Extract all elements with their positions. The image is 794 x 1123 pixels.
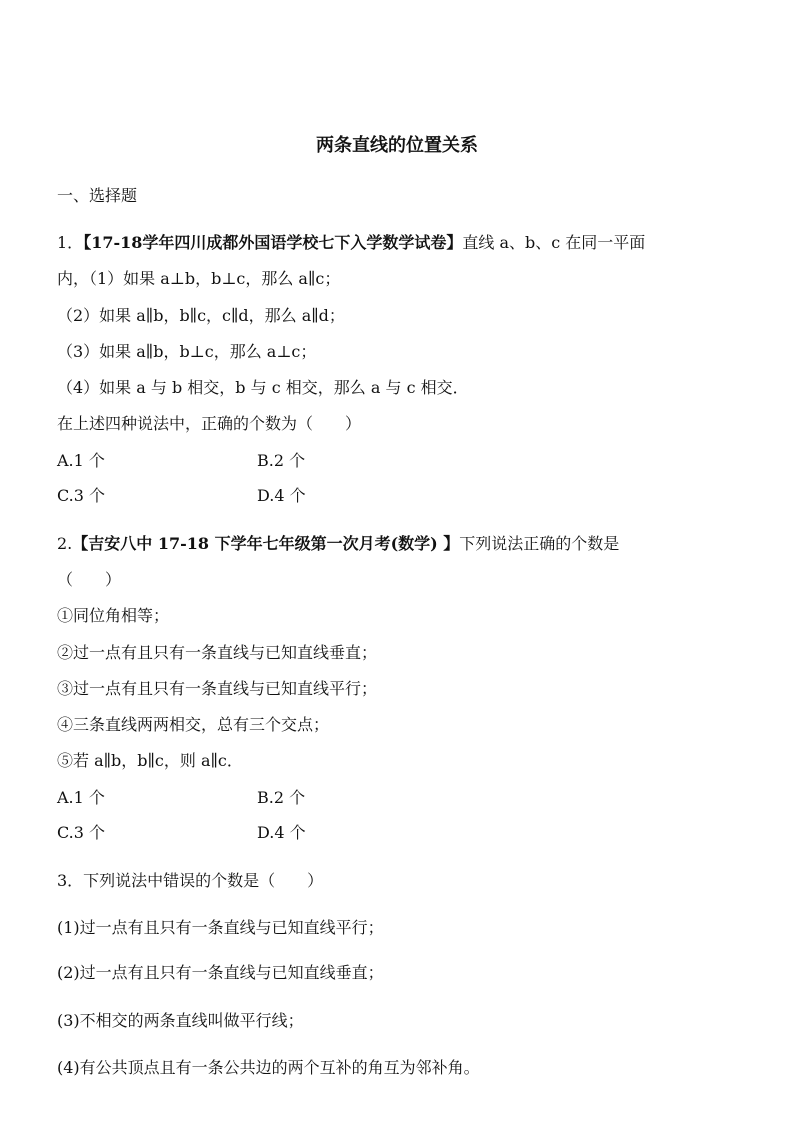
q1-number: 1．	[57, 233, 84, 252]
q1-first-line	[57, 232, 645, 254]
q2-options-row-2	[57, 822, 306, 844]
q1-option-b: B.2 个	[257, 451, 306, 470]
q3-item-1: (1)过一点有且只有一条直线与已知直线平行；	[57, 918, 384, 937]
q1-source: 【17-18学年四川成都外国语学校七下入学数学试卷】	[83, 233, 463, 252]
q1-option-c: C.3 个	[57, 486, 106, 505]
q2-number: 2.	[57, 534, 73, 553]
q1-stem: 直线 a、b、c 在同一平面	[462, 233, 646, 252]
q1-statement-4: （4）如果 a 与 b 相交，b 与 c 相交，那么 a 与 c 相交．	[57, 378, 469, 397]
q2-item-3: ③过一点有且只有一条直线与已知直线平行；	[57, 679, 378, 698]
q2-option-a: A.1 个	[57, 788, 105, 807]
q1-option-d: D.4 个	[257, 486, 306, 505]
q2-item-2: ②过一点有且只有一条直线与已知直线垂直；	[57, 643, 378, 662]
q2-options-row-1	[57, 787, 305, 809]
q2-item-5: ⑤若 a∥b，b∥c，则 a∥c．	[57, 751, 243, 770]
q2-option-c: C.3 个	[57, 823, 106, 842]
q2-first-line	[57, 533, 619, 555]
q3-item-2: (2)过一点有且只有一条直线与已知直线垂直；	[57, 963, 384, 982]
section-heading: 一、选择题	[57, 186, 138, 205]
q1-statement-1: 内，（1）如果 a⊥b，b⊥c，那么 a∥c；	[57, 269, 341, 288]
q2-option-d: D.4 个	[257, 823, 306, 842]
q2-source: 【吉安八中 17-18 下学年七年级第一次月考(数学) 】	[72, 534, 460, 553]
q1-option-a: A.1 个	[57, 451, 105, 470]
q1-options-row-2	[57, 485, 306, 507]
q1-options-row-1	[57, 450, 305, 472]
q2-option-b: B.2 个	[257, 788, 306, 807]
q2-item-4: ④三条直线两两相交，总有三个交点；	[57, 715, 330, 734]
document-title: 两条直线的位置关系	[316, 135, 478, 156]
q1-question: 在上述四种说法中，正确的个数为（ ）	[57, 414, 362, 433]
q1-statement-3: （3）如果 a∥b，b⊥c，那么 a⊥c；	[57, 342, 317, 361]
q2-item-1: ①同位角相等；	[57, 606, 170, 625]
q3-stem: 3．下列说法中错误的个数是（ ）	[57, 871, 324, 890]
q3-item-3: (3)不相交的两条直线叫做平行线；	[57, 1011, 304, 1030]
q2-answer-paren: （ ）	[57, 570, 122, 589]
q1-statement-2: （2）如果 a∥b，b∥c，c∥d，那么 a∥d；	[57, 306, 345, 325]
q3-item-4: (4)有公共顶点且有一条公共边的两个互补的角互为邻补角。	[57, 1058, 480, 1077]
q2-stem: 下列说法正确的个数是	[459, 534, 620, 553]
